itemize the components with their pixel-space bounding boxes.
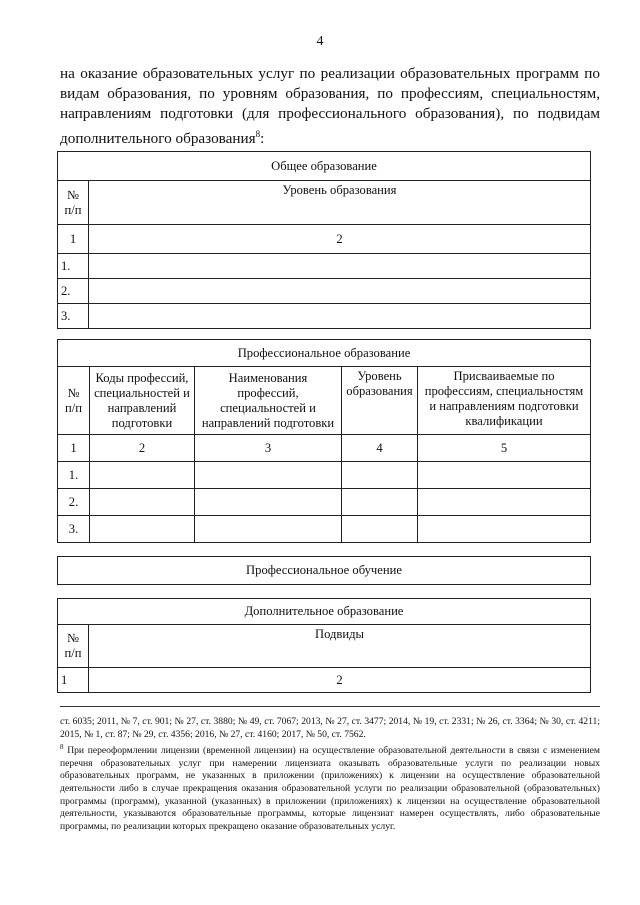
col-codes-header: Коды профессий, специальностей и направлений подготовки xyxy=(90,367,195,435)
table-cell xyxy=(89,304,591,329)
footnote-continuation: ст. 6035; 2011, № 7, ст. 901; № 27, ст. 3880; № 49, ст. 7067; 2013, № 27, ст. 3477; 2014, № 19, ст. 2331; № 26, ст. 3364; № 30, ст. 4211; 2015, № 1, ст. 87; № 29, ст. 4356; 2016, № 27, ст. 4160; 2017, № 50, ст. 7562. xyxy=(60,716,600,740)
footnote-8-text: При переоформлении лицензии (временной лицензии) на осуществление образовательной деятельности в связи с изменением перечня образовательных услуг при намерении лицензиата оказывать образовательные услуги по реализации новых образовательных программ, не указанных в приложении (приложениях) к лицензии на осуществление образовательной деятельности либо в случае прекращения оказания образовательной услуги по реализации образовательной (образовательных) программы (программ), указанной (указанных) в приложении (приложениях) к лицензии на осуществление образовательной деятельности, указываются образовательные программы, которые лицензиат намерен осуществлять, либо образовательные программы, по реализации которых прекращено оказание образовательных услуг. xyxy=(60,745,600,832)
table-cell xyxy=(418,489,591,516)
col-num-header: № п/п xyxy=(58,367,90,435)
table-row-number: 2. xyxy=(58,279,89,304)
col-number-cell: 2 xyxy=(90,435,195,462)
table-cell xyxy=(195,489,342,516)
col-num-header: № п/п xyxy=(58,625,89,668)
page-number: 4 xyxy=(316,34,324,49)
table-cell xyxy=(342,516,418,543)
intro-paragraph xyxy=(60,64,600,149)
intro-suffix: : xyxy=(260,130,265,148)
professional-training-table xyxy=(57,556,591,585)
table-cell xyxy=(90,516,195,543)
professional-education-table xyxy=(57,339,591,543)
table-cell xyxy=(89,279,591,304)
table-cell xyxy=(89,254,591,279)
footnote-8 xyxy=(60,741,600,833)
professional-training-title: Профессиональное обучение xyxy=(58,557,591,585)
col-number-cell: 2 xyxy=(89,225,591,254)
table-cell xyxy=(342,462,418,489)
col-number-cell: 3 xyxy=(195,435,342,462)
table-cell xyxy=(195,462,342,489)
table-cell xyxy=(342,489,418,516)
col-number-cell: 1 xyxy=(58,225,89,254)
col-subtypes-header: Подвиды xyxy=(89,625,591,668)
intro-text: на оказание образовательных услуг по реализации образовательных программ по видам образования, по уровням образования, по профессиям, специальностям, направлениям подготовки (для профессионального образования), по подвидам дополнительного образования xyxy=(60,65,600,148)
col-number-cell: 4 xyxy=(342,435,418,462)
additional-education-title: Дополнительное образование xyxy=(58,599,591,625)
col-number-cell: 5 xyxy=(418,435,591,462)
col-names-header: Наименования профессий, специальностей и направлений подготовки xyxy=(195,367,342,435)
col-level-header: Уровень образования xyxy=(342,367,418,435)
table-row-number: 3. xyxy=(58,516,90,543)
general-education-table xyxy=(57,151,591,329)
col-number-cell: 1 xyxy=(58,435,90,462)
table-row-number: 1. xyxy=(58,254,89,279)
table-cell xyxy=(418,516,591,543)
col-number-cell: 1 xyxy=(58,668,89,693)
footnote-8-mark: 8 xyxy=(60,743,64,751)
footnote-divider xyxy=(60,706,600,707)
table-row-number: 3. xyxy=(58,304,89,329)
col-level-header: Уровень образования xyxy=(89,181,591,225)
intro-footnote-mark: 8 xyxy=(255,129,261,139)
additional-education-table xyxy=(57,598,591,693)
table-row-number: 1. xyxy=(58,462,90,489)
col-qualification-header: Присваиваемые по профессиям, специальностям и направлениям подготовки квалификации xyxy=(418,367,591,435)
table-cell xyxy=(90,462,195,489)
table-cell xyxy=(90,489,195,516)
table-cell xyxy=(195,516,342,543)
table-cell xyxy=(418,462,591,489)
col-number-cell: 2 xyxy=(89,668,591,693)
general-education-title: Общее образование xyxy=(58,152,591,181)
table-row-number: 2. xyxy=(58,489,90,516)
col-num-header: № п/п xyxy=(58,181,89,225)
professional-education-title: Профессиональное образование xyxy=(58,340,591,367)
